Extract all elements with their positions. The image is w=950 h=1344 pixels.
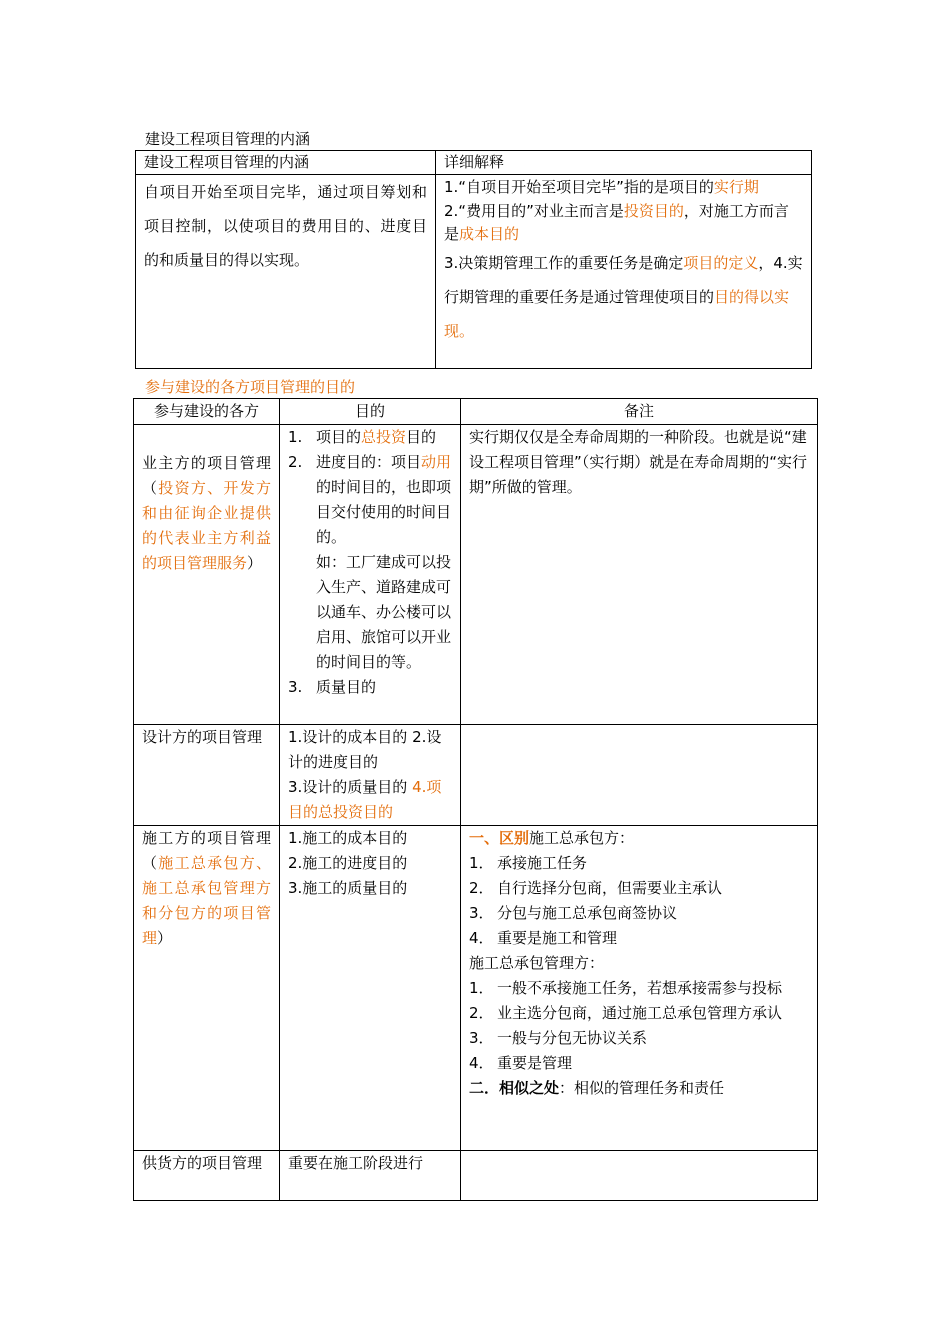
gc-item-3: 3． 分包与施工总承包商签协议 [469, 904, 678, 922]
t1-connotation-text: 自项目开始至项目完毕，通过项目筹划和项目控制，以使项目的费用目的、进度目的和质量目的得以实现。 [136, 175, 436, 369]
owner-objective-2-example: 如：工厂建成可以投入生产、道路建成可以通车、办公楼可以启用、旅馆可以开业的时间目的等。 [316, 553, 452, 671]
table-participants-objectives [133, 398, 818, 1201]
supplier-party-cell: 供货方的项目管理 [134, 1151, 280, 1201]
owner-note-close: ） [247, 554, 263, 572]
general-contractor-list [469, 851, 809, 951]
t1-header-explanation: 详细解释 [436, 151, 812, 175]
t2-header-remark: 备注 [461, 399, 818, 425]
gc-management-list [469, 976, 809, 1076]
table2-caption: 参与建设的各方项目管理的目的 [145, 378, 356, 396]
design-objectives-cell: 1.设计的成本目的 2.设计的进度目的 3.设计的质量目的 4.项目的总投资目的 [280, 725, 461, 826]
t1-explanation-cell [436, 175, 812, 369]
owner-note: 投资方、开发方和由征询企业提供的代表业主方利益的项目管理服务 [142, 479, 271, 572]
gcm-item-1: 1． 一般不承接施工任务，若想承接需参与投标 [469, 979, 783, 997]
gc-item-2: 2． 自行选择分包商，但需要业主承认 [469, 879, 723, 897]
gc-item-4: 4． 重要是施工和管理 [469, 929, 618, 947]
contractor-objective-2: 2.施工的进度目的 [288, 854, 408, 872]
t2-header-objective: 目的 [280, 399, 461, 425]
supplier-remark-cell [461, 1151, 818, 1201]
gcm-item-2: 2． 业主选分包商，通过施工总承包管理方承认 [469, 1004, 783, 1022]
design-party-cell: 设计方的项目管理 [134, 725, 280, 826]
owner-note-open: （ [142, 479, 159, 497]
owner-objectives-list [288, 425, 452, 700]
owner-title: 业主方的项目管理 [142, 454, 271, 472]
owner-objectives-cell [280, 425, 461, 725]
owner-objective-3: 3. 质量目的 [288, 678, 377, 696]
contractor-objectives-cell [280, 826, 461, 1151]
t1-explanation-3: 3.决策期管理工作的重要任务是确定项目的定义，4.实行期管理的重要任务是通过管理使项目的目的得以实现。 [444, 254, 803, 340]
gc-management-title: 施工总承包管理方： [469, 954, 605, 972]
owner-objective-1: 1. 项目的总投资目的 [288, 428, 437, 446]
difference-heading: 一、区别施工总承包方： [469, 829, 635, 847]
gcm-item-4: 4． 重要是管理 [469, 1054, 573, 1072]
t1-explanation-1: 1.“自项目开始至项目完毕”指的是项目的实行期 [444, 178, 759, 196]
owner-remark-cell: 实行期仅仅是全寿命周期的一种阶段。也就是说“建设工程项目管理”（实行期）就是在寿命周期的“实行期”所做的管理。 [461, 425, 818, 725]
contractor-party-cell [134, 826, 280, 1151]
gcm-item-3: 3． 一般与分包无协议关系 [469, 1029, 648, 1047]
contractor-note-close: ） [157, 929, 173, 947]
similarity-heading: 二．相似之处：相似的管理任务和责任 [469, 1079, 725, 1097]
contractor-objective-1: 1.施工的成本目的 [288, 829, 408, 847]
contractor-objective-3: 3.施工的质量目的 [288, 879, 408, 897]
table1-caption: 建设工程项目管理的内涵 [145, 130, 311, 148]
owner-objective-2: 2. 进度目的：项目动用的时间目的，也即项目交付使用的时间目的。 如：工厂建成可以投入生产、道路建成可以通车、办公楼可以启用、旅馆可以开业的时间目的等。 [288, 453, 452, 671]
contractor-title: 施工方的项目管理 [142, 829, 271, 847]
table-project-management-connotation [135, 150, 812, 369]
supplier-objectives-cell: 重要在施工阶段进行 [280, 1151, 461, 1201]
gc-item-1: 1． 承接施工任务 [469, 854, 588, 872]
design-remark-cell [461, 725, 818, 826]
contractor-note: 施工总承包方、施工总承包管理方和分包方的项目管理 [142, 854, 271, 947]
t1-explanation-2: 2.“费用目的”对业主而言是投资目的，对施工方而言是成本目的 [444, 202, 789, 243]
t2-header-party: 参与建设的各方 [134, 399, 280, 425]
contractor-note-open: （ [142, 854, 159, 872]
t1-header-connotation: 建设工程项目管理的内涵 [136, 151, 436, 175]
owner-party-cell [134, 425, 280, 725]
contractor-remark-cell [461, 826, 818, 1151]
